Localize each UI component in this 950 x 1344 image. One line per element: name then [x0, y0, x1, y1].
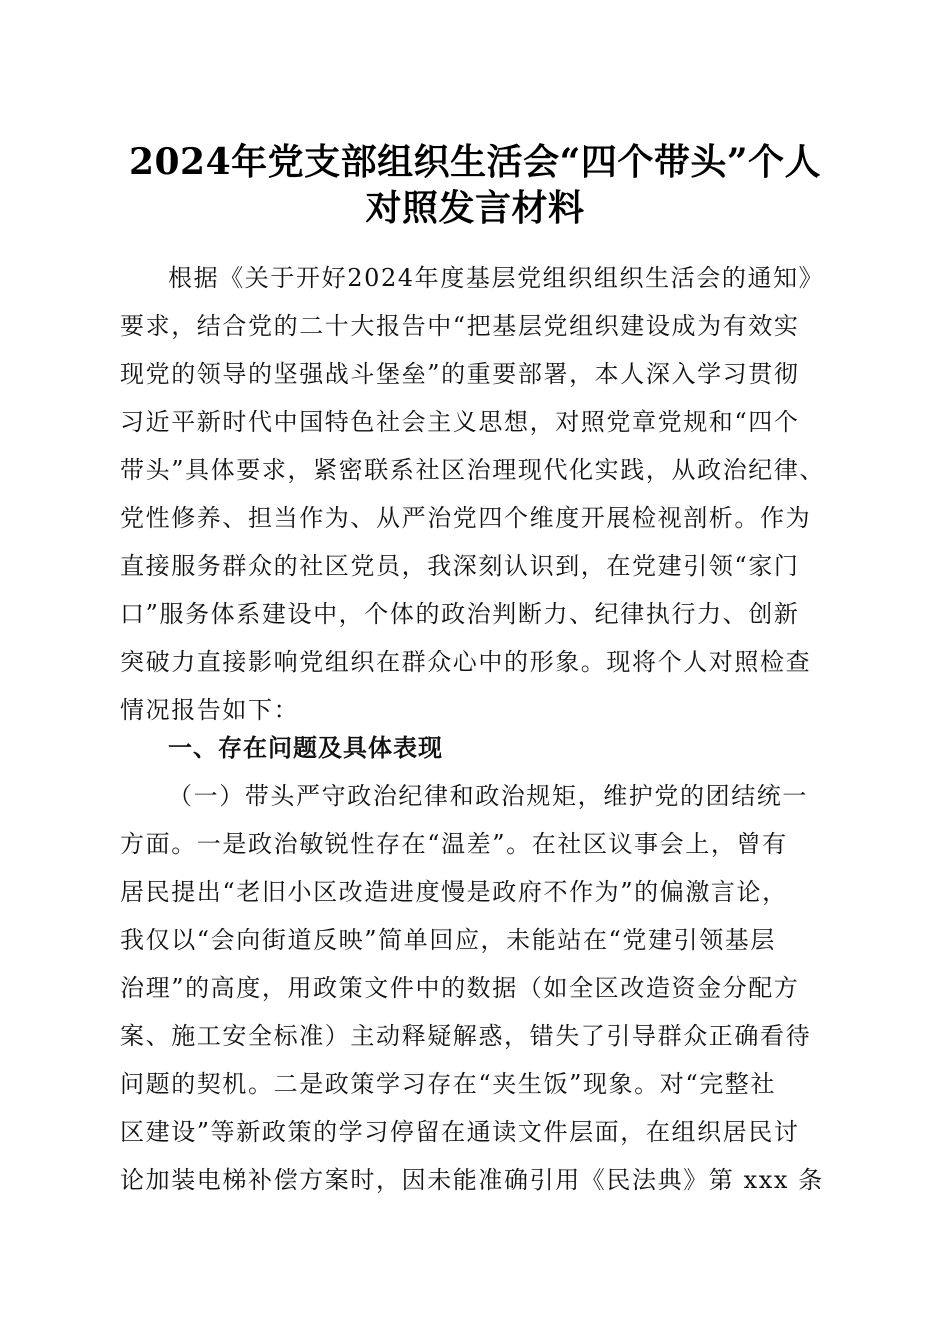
paragraph-line: 治理”的高度，用政策文件中的数据（如全区改造资金分配方 — [120, 974, 800, 1002]
paragraph-line: 党性修养、担当作为、从严治党四个维度开展检视剖析。作为 — [120, 504, 812, 532]
document-title-line-1: 2024年党支部组织生活会“四个带头”个人 — [128, 141, 822, 183]
paragraph-line: 方面。一是政治敏锐性存在“温差”。在社区议事会上，曾有 — [120, 830, 788, 858]
paragraph-line: 根据《关于开好2024年度基层党组织组织生活会的通知》 — [168, 264, 825, 292]
document-title-line-2: 对照发言材料 — [365, 187, 585, 229]
paragraph-line: 论加装电梯补偿方案时，因未能准确引用《民法典》第 xxx 条 — [120, 1166, 824, 1194]
paragraph-line: 情况报告如下： — [120, 696, 300, 724]
section-heading: 一、存在问题及具体表现 — [168, 734, 443, 762]
paragraph-line: 口”服务体系建设中，个体的政治判断力、纪律执行力、创新 — [120, 600, 800, 628]
paragraph-line: 我仅以“会向街道反映”简单回应，未能站在“党建引领基层 — [120, 926, 777, 954]
paragraph-line: 直接服务群众的社区党员，我深刻认识到，在党建引领“家门 — [120, 552, 800, 580]
paragraph-line: 区建设”等新政策的学习停留在通读文件层面，在组织居民讨 — [120, 1118, 800, 1146]
paragraph-line: 案、施工安全标准）主动释疑解惑，错失了引导群众正确看待 — [120, 1022, 812, 1050]
paragraph-line: 习近平新时代中国特色社会主义思想，对照党章党规和“四个 — [120, 408, 800, 436]
paragraph-line: 居民提出“老旧小区改造进度慢是政府不作为”的偏激言论， — [120, 878, 788, 906]
paragraph-line: 带头”具体要求，紧密联系社区治理现代化实践，从政治纪律、 — [120, 456, 826, 484]
paragraph-line: 要求，结合党的二十大报告中“把基层党组织建设成为有效实 — [120, 312, 800, 340]
paragraph-line: 问题的契机。二是政策学习存在“夹生饭”现象。对“完整社 — [120, 1070, 777, 1098]
paragraph-line: 突破力直接影响党组织在群众心中的形象。现将个人对照检查 — [120, 648, 812, 676]
paragraph-line: 现党的领导的坚强战斗堡垒”的重要部署，本人深入学习贯彻 — [120, 360, 800, 388]
paragraph-line: （一）带头严守政治纪律和政治规矩，维护党的团结统一 — [168, 782, 808, 810]
